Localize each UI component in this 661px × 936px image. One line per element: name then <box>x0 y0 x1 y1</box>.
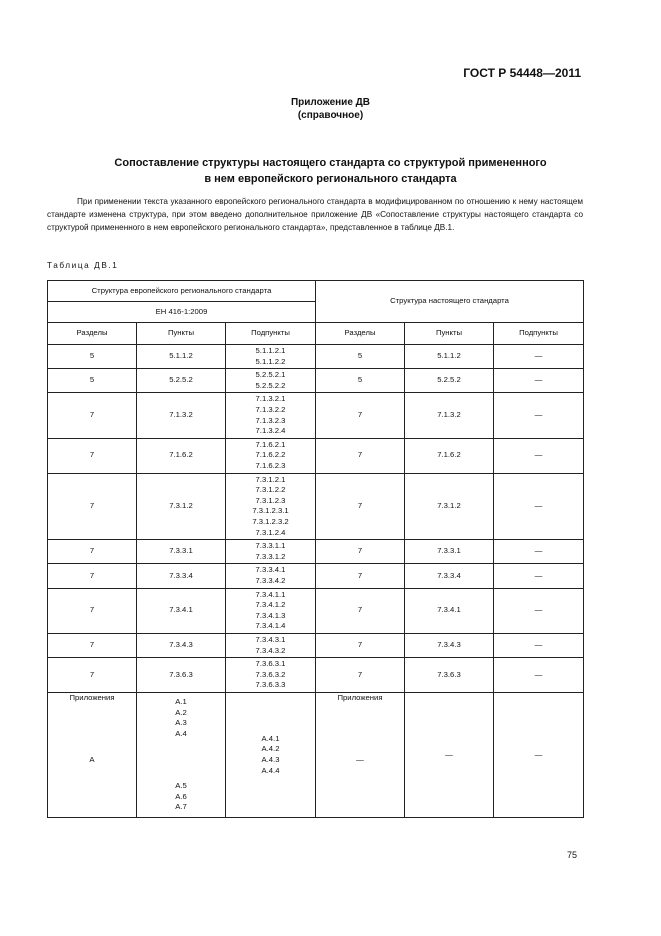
cell-subpoints: 7.3.4.3.1 7.3.4.3.2 <box>226 633 316 657</box>
cell-section: 7 <box>48 658 137 693</box>
appendix-section: А <box>48 704 137 817</box>
cell-section: 5 <box>48 345 137 369</box>
cell-section-2: 7 <box>316 540 405 564</box>
eu-standard-code: ЕН 416-1:2009 <box>48 302 316 323</box>
cell-section-2: 7 <box>316 564 405 588</box>
heading-line-2: в нем европейского регионального стандарта <box>204 173 457 185</box>
cell-subpoints-2: — <box>494 369 584 393</box>
appendix-points-bottom: А.5 А.6 А.7 <box>175 781 187 812</box>
section-heading <box>40 155 621 187</box>
page-number: 75 <box>566 850 577 860</box>
annex-name: Приложение ДВ <box>290 97 371 108</box>
cell-point-2: 7.3.4.3 <box>405 633 494 657</box>
cell-point: 7.3.6.3 <box>137 658 226 693</box>
col-header-sections-2: Разделы <box>316 323 405 345</box>
appendix-points <box>137 692 226 817</box>
col-header-points: Пункты <box>137 323 226 345</box>
cell-point: 5.2.5.2 <box>137 369 226 393</box>
cell-subpoints-2: — <box>494 564 584 588</box>
cell-subpoints-2: — <box>494 393 584 438</box>
intro-paragraph: При применении текста указанного европейского регионального стандарта в модифицированном по отношению к нему настоящем стандарте изменена структура, при этом введено дополнительное приложение ДВ «Сопоставление структуры настоящего стандарта со структурой примененного в нем европейского регионального стандарта», представленное в таблице ДВ.1. <box>47 197 583 232</box>
appendix-points-2: — <box>405 692 494 817</box>
cell-subpoints-2: — <box>494 438 584 473</box>
cell-subpoints-2: — <box>494 588 584 633</box>
cell-section-2: 7 <box>316 473 405 540</box>
cell-point: 7.1.6.2 <box>137 438 226 473</box>
cell-section: 7 <box>48 473 137 540</box>
cell-section-2: 7 <box>316 438 405 473</box>
cell-point-2: 7.3.3.4 <box>405 564 494 588</box>
cell-subpoints: 7.3.6.3.1 7.3.6.3.2 7.3.6.3.3 <box>226 658 316 693</box>
table-row <box>48 438 584 473</box>
cell-section: 7 <box>48 588 137 633</box>
cell-subpoints: 5.1.1.2.1 5.1.1.2.2 <box>226 345 316 369</box>
cell-section-2: 7 <box>316 393 405 438</box>
structure-comparison-table <box>47 280 584 818</box>
col-header-subpoints: Подпункты <box>226 323 316 345</box>
cell-point: 7.3.1.2 <box>137 473 226 540</box>
annex-kind: (справочное) <box>297 110 364 121</box>
col-header-sections: Разделы <box>48 323 137 345</box>
cell-section: 7 <box>48 540 137 564</box>
cell-section-2: 7 <box>316 658 405 693</box>
cell-subpoints: 7.1.3.2.1 7.1.3.2.2 7.1.3.2.3 7.1.3.2.4 <box>226 393 316 438</box>
this-structure-header: Структура настоящего стандарта <box>316 281 584 323</box>
cell-subpoints: 7.3.3.4.1 7.3.3.4.2 <box>226 564 316 588</box>
table-row <box>48 658 584 693</box>
cell-point-2: 7.1.6.2 <box>405 438 494 473</box>
table-row <box>48 393 584 438</box>
appendix-label: Приложения <box>48 692 137 704</box>
table-row <box>48 540 584 564</box>
cell-point: 7.3.4.3 <box>137 633 226 657</box>
cell-subpoints-2: — <box>494 473 584 540</box>
eu-structure-header: Структура европейского регионального стандарта <box>48 281 316 302</box>
annex-title <box>0 96 661 122</box>
cell-section: 7 <box>48 393 137 438</box>
cell-point-2: 5.1.1.2 <box>405 345 494 369</box>
heading-line-1: Сопоставление структуры настоящего стандарта со структурой примененного <box>114 157 547 169</box>
cell-point-2: 7.1.3.2 <box>405 393 494 438</box>
cell-subpoints-2: — <box>494 540 584 564</box>
cell-point-2: 7.3.1.2 <box>405 473 494 540</box>
table-caption: Таблица ДВ.1 <box>47 261 119 270</box>
cell-subpoints: 7.3.3.1.1 7.3.3.1.2 <box>226 540 316 564</box>
cell-section-2: 5 <box>316 345 405 369</box>
document-code: ГОСТ Р 54448—2011 <box>463 66 581 80</box>
cell-subpoints: 7.3.4.1.1 7.3.4.1.2 7.3.4.1.3 7.3.4.1.4 <box>226 588 316 633</box>
appendix-subpoints: А.4.1 А.4.2 А.4.3 А.4.4 <box>226 692 316 817</box>
cell-point-2: 7.3.3.1 <box>405 540 494 564</box>
cell-point-2: 7.3.4.1 <box>405 588 494 633</box>
table-row <box>48 633 584 657</box>
cell-point: 7.3.4.1 <box>137 588 226 633</box>
cell-section: 5 <box>48 369 137 393</box>
cell-subpoints-2: — <box>494 658 584 693</box>
cell-point: 7.3.3.4 <box>137 564 226 588</box>
table-row <box>48 473 584 540</box>
table-row <box>48 564 584 588</box>
table-row <box>48 345 584 369</box>
cell-point: 7.1.3.2 <box>137 393 226 438</box>
appendix-label-2: Приложения <box>316 692 405 704</box>
col-header-subpoints-2: Подпункты <box>494 323 584 345</box>
cell-point: 7.3.3.1 <box>137 540 226 564</box>
table-row <box>48 588 584 633</box>
cell-point-2: 7.3.6.3 <box>405 658 494 693</box>
cell-subpoints-2: — <box>494 345 584 369</box>
cell-section-2: 7 <box>316 588 405 633</box>
cell-section-2: 7 <box>316 633 405 657</box>
cell-subpoints: 7.3.1.2.1 7.3.1.2.2 7.3.1.2.3 7.3.1.2.3.1 7.3.1.2.3.2 7.3.1.2.4 <box>226 473 316 540</box>
cell-subpoints-2: — <box>494 633 584 657</box>
cell-section: 7 <box>48 438 137 473</box>
cell-point: 5.1.1.2 <box>137 345 226 369</box>
appendix-points-top: А.1 А.2 А.3 А.4 <box>175 696 187 738</box>
cell-point-2: 5.2.5.2 <box>405 369 494 393</box>
table-row <box>48 369 584 393</box>
appendix-section-2: — <box>316 704 405 817</box>
cell-section: 7 <box>48 564 137 588</box>
cell-section: 7 <box>48 633 137 657</box>
cell-subpoints: 7.1.6.2.1 7.1.6.2.2 7.1.6.2.3 <box>226 438 316 473</box>
appendix-subpoints-2: — <box>494 692 584 817</box>
col-header-points-2: Пункты <box>405 323 494 345</box>
cell-subpoints: 5.2.5.2.1 5.2.5.2.2 <box>226 369 316 393</box>
cell-section-2: 5 <box>316 369 405 393</box>
